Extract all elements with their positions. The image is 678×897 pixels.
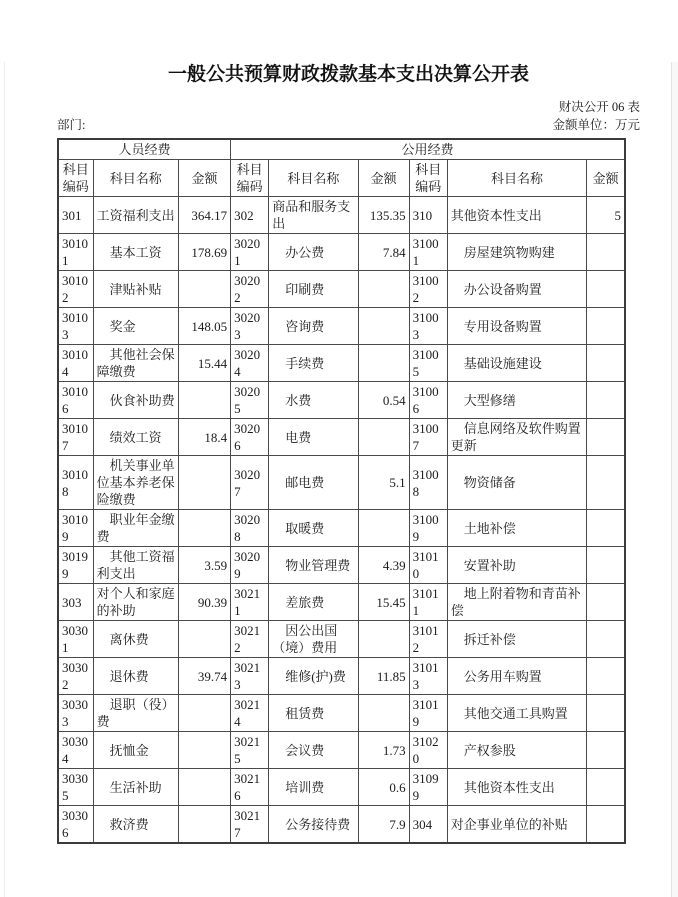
amount-cell <box>587 621 625 658</box>
name-cell: 办公设备购置 <box>447 271 586 308</box>
code-cell: 31003 <box>409 308 447 345</box>
code-cell: 31007 <box>409 419 447 456</box>
amount-cell: 7.84 <box>358 234 409 271</box>
amount-cell <box>178 382 230 419</box>
name-cell: 大型修缮 <box>447 382 586 419</box>
code-cell: 30104 <box>58 345 93 382</box>
amount-cell <box>358 621 409 658</box>
code-cell: 30101 <box>58 234 93 271</box>
amount-cell <box>587 658 625 695</box>
name-cell: 办公费 <box>269 234 358 271</box>
name-cell: 伙食补助费 <box>93 382 178 419</box>
code-cell: 30107 <box>58 419 93 456</box>
amount-cell: 5 <box>587 197 625 234</box>
name-cell: 基本工资 <box>93 234 178 271</box>
table-row <box>58 308 625 345</box>
amount-cell: 148.05 <box>178 308 230 345</box>
code-cell: 301 <box>58 197 93 234</box>
code-cell: 31010 <box>409 547 447 584</box>
amount-cell <box>178 695 230 732</box>
table-row <box>58 584 625 621</box>
code-cell: 30212 <box>231 621 269 658</box>
table-row <box>58 456 625 510</box>
code-cell: 30102 <box>58 271 93 308</box>
amount-cell: 15.44 <box>178 345 230 382</box>
group-header: 公用经费 <box>231 139 625 160</box>
name-cell: 救济费 <box>93 806 178 844</box>
name-cell: 对个人和家庭的补助 <box>93 584 178 621</box>
code-cell: 310 <box>409 197 447 234</box>
amount-cell <box>587 695 625 732</box>
name-cell: 机关事业单位基本养老保险缴费 <box>93 456 178 510</box>
code-cell: 31001 <box>409 234 447 271</box>
code-cell: 302 <box>231 197 269 234</box>
amount-cell: 178.69 <box>178 234 230 271</box>
name-cell: 手续费 <box>269 345 358 382</box>
name-cell: 离休费 <box>93 621 178 658</box>
amount-cell <box>358 510 409 547</box>
name-cell: 电费 <box>269 419 358 456</box>
group-header-row <box>58 139 625 160</box>
code-cell: 30209 <box>231 547 269 584</box>
document-page <box>0 62 678 844</box>
code-cell: 31013 <box>409 658 447 695</box>
name-cell: 其他社会保障缴费 <box>93 345 178 382</box>
code-cell: 30216 <box>231 769 269 806</box>
amount-cell <box>178 621 230 658</box>
code-cell: 30303 <box>58 695 93 732</box>
name-cell: 印刷费 <box>269 271 358 308</box>
code-cell: 31019 <box>409 695 447 732</box>
department-label: 部门: <box>57 118 86 132</box>
name-cell: 会议费 <box>269 732 358 769</box>
code-cell: 303 <box>58 584 93 621</box>
name-cell: 咨询费 <box>269 308 358 345</box>
amount-cell <box>358 419 409 456</box>
code-cell: 31012 <box>409 621 447 658</box>
amount-cell: 15.45 <box>358 584 409 621</box>
name-cell: 其他工资福利支出 <box>93 547 178 584</box>
name-cell: 水费 <box>269 382 358 419</box>
group-header: 人员经费 <box>58 139 231 160</box>
table-row <box>58 382 625 419</box>
column-header-row <box>58 160 625 197</box>
amount-cell: 7.9 <box>358 806 409 844</box>
code-cell: 30217 <box>231 806 269 844</box>
code-cell: 30206 <box>231 419 269 456</box>
code-cell: 30213 <box>231 658 269 695</box>
amount-cell <box>587 456 625 510</box>
name-cell: 津贴补贴 <box>93 271 178 308</box>
name-cell: 拆迁补偿 <box>447 621 586 658</box>
table-row <box>58 510 625 547</box>
name-cell: 维修(护)费 <box>269 658 358 695</box>
code-cell: 30203 <box>231 308 269 345</box>
name-cell: 工资福利支出 <box>93 197 178 234</box>
code-cell: 31008 <box>409 456 447 510</box>
table-row <box>58 547 625 584</box>
name-cell: 取暖费 <box>269 510 358 547</box>
name-cell: 退职（役）费 <box>93 695 178 732</box>
column-header: 科目编码 <box>231 160 269 197</box>
table-header <box>58 139 625 197</box>
amount-cell <box>587 547 625 584</box>
column-header: 金额 <box>587 160 625 197</box>
amount-cell: 0.54 <box>358 382 409 419</box>
code-cell: 30214 <box>231 695 269 732</box>
name-cell: 生活补助 <box>93 769 178 806</box>
amount-cell <box>178 271 230 308</box>
amount-cell: 18.4 <box>178 419 230 456</box>
name-cell: 产权参股 <box>447 732 586 769</box>
code-cell: 31099 <box>409 769 447 806</box>
code-cell: 30103 <box>58 308 93 345</box>
form-number: 财决公开 06 表 <box>558 100 640 114</box>
name-cell: 租赁费 <box>269 695 358 732</box>
name-cell: 因公出国（境）费用 <box>269 621 358 658</box>
name-cell: 其他资本性支出 <box>447 769 586 806</box>
code-cell: 30305 <box>58 769 93 806</box>
table-row <box>58 658 625 695</box>
name-cell: 绩效工资 <box>93 419 178 456</box>
table-body <box>58 197 625 844</box>
amount-cell <box>178 510 230 547</box>
code-cell: 30211 <box>231 584 269 621</box>
code-cell: 30199 <box>58 547 93 584</box>
amount-cell <box>358 345 409 382</box>
table-row <box>58 271 625 308</box>
amount-cell <box>587 510 625 547</box>
amount-cell <box>178 456 230 510</box>
name-cell: 专用设备购置 <box>447 308 586 345</box>
amount-cell: 1.73 <box>358 732 409 769</box>
amount-cell <box>358 695 409 732</box>
code-cell: 304 <box>409 806 447 844</box>
name-cell: 对企事业单位的补贴 <box>447 806 586 844</box>
table-row <box>58 806 625 844</box>
column-header: 金额 <box>178 160 230 197</box>
table-row <box>58 769 625 806</box>
page-title: 一般公共预算财政拨款基本支出决算公开表 <box>167 64 529 85</box>
unit-label: 金额单位：万元 <box>552 118 640 132</box>
table-row <box>58 197 625 234</box>
name-cell: 差旅费 <box>269 584 358 621</box>
code-cell: 30301 <box>58 621 93 658</box>
amount-cell <box>587 234 625 271</box>
amount-cell: 135.35 <box>358 197 409 234</box>
code-cell: 30306 <box>58 806 93 844</box>
name-cell: 房屋建筑物购建 <box>447 234 586 271</box>
code-cell: 30208 <box>231 510 269 547</box>
name-cell: 抚恤金 <box>93 732 178 769</box>
name-cell: 物资储备 <box>447 456 586 510</box>
code-cell: 31006 <box>409 382 447 419</box>
amount-cell <box>587 345 625 382</box>
name-cell: 邮电费 <box>269 456 358 510</box>
code-cell: 30207 <box>231 456 269 510</box>
table-row <box>58 732 625 769</box>
amount-cell <box>358 271 409 308</box>
code-cell: 30201 <box>231 234 269 271</box>
amount-cell: 90.39 <box>178 584 230 621</box>
table-row <box>58 621 625 658</box>
code-cell: 31005 <box>409 345 447 382</box>
amount-cell <box>178 806 230 844</box>
amount-cell <box>587 271 625 308</box>
name-cell: 公务接待费 <box>269 806 358 844</box>
code-cell: 30304 <box>58 732 93 769</box>
name-cell: 培训费 <box>269 769 358 806</box>
amount-cell <box>587 419 625 456</box>
code-cell: 30109 <box>58 510 93 547</box>
column-header: 科目名称 <box>269 160 358 197</box>
code-cell: 30204 <box>231 345 269 382</box>
name-cell: 信息网络及软件购置更新 <box>447 419 586 456</box>
amount-cell <box>587 584 625 621</box>
code-cell: 30202 <box>231 271 269 308</box>
amount-cell <box>358 308 409 345</box>
amount-cell: 364.17 <box>178 197 230 234</box>
name-cell: 基础设施建设 <box>447 345 586 382</box>
amount-cell: 0.6 <box>358 769 409 806</box>
code-cell: 30302 <box>58 658 93 695</box>
name-cell: 职业年金缴费 <box>93 510 178 547</box>
column-header: 金额 <box>358 160 409 197</box>
budget-table <box>57 138 626 844</box>
name-cell: 地上附着物和青苗补偿 <box>447 584 586 621</box>
code-cell: 30205 <box>231 382 269 419</box>
amount-cell: 39.74 <box>178 658 230 695</box>
table-row <box>58 419 625 456</box>
amount-cell <box>587 806 625 844</box>
code-cell: 30215 <box>231 732 269 769</box>
amount-cell: 11.85 <box>358 658 409 695</box>
name-cell: 商品和服务支出 <box>269 197 358 234</box>
code-cell: 30106 <box>58 382 93 419</box>
table-row <box>58 345 625 382</box>
column-header: 科目名称 <box>93 160 178 197</box>
column-header: 科目编码 <box>409 160 447 197</box>
amount-cell <box>178 732 230 769</box>
code-cell: 31020 <box>409 732 447 769</box>
table-row <box>58 695 625 732</box>
amount-cell <box>587 732 625 769</box>
amount-cell <box>587 382 625 419</box>
name-cell: 奖金 <box>93 308 178 345</box>
table-row <box>58 234 625 271</box>
code-cell: 31002 <box>409 271 447 308</box>
amount-cell: 5.1 <box>358 456 409 510</box>
name-cell: 安置补助 <box>447 547 586 584</box>
code-cell: 31011 <box>409 584 447 621</box>
name-cell: 其他交通工具购置 <box>447 695 586 732</box>
name-cell: 公务用车购置 <box>447 658 586 695</box>
amount-cell <box>587 308 625 345</box>
name-cell: 其他资本性支出 <box>447 197 586 234</box>
amount-cell: 4.39 <box>358 547 409 584</box>
code-cell: 31009 <box>409 510 447 547</box>
column-header: 科目编码 <box>58 160 93 197</box>
code-cell: 30108 <box>58 456 93 510</box>
amount-cell: 3.59 <box>178 547 230 584</box>
amount-cell <box>178 769 230 806</box>
column-header: 科目名称 <box>447 160 586 197</box>
amount-cell <box>587 769 625 806</box>
meta-row <box>57 117 640 133</box>
name-cell: 物业管理费 <box>269 547 358 584</box>
name-cell: 土地补偿 <box>447 510 586 547</box>
name-cell: 退休费 <box>93 658 178 695</box>
